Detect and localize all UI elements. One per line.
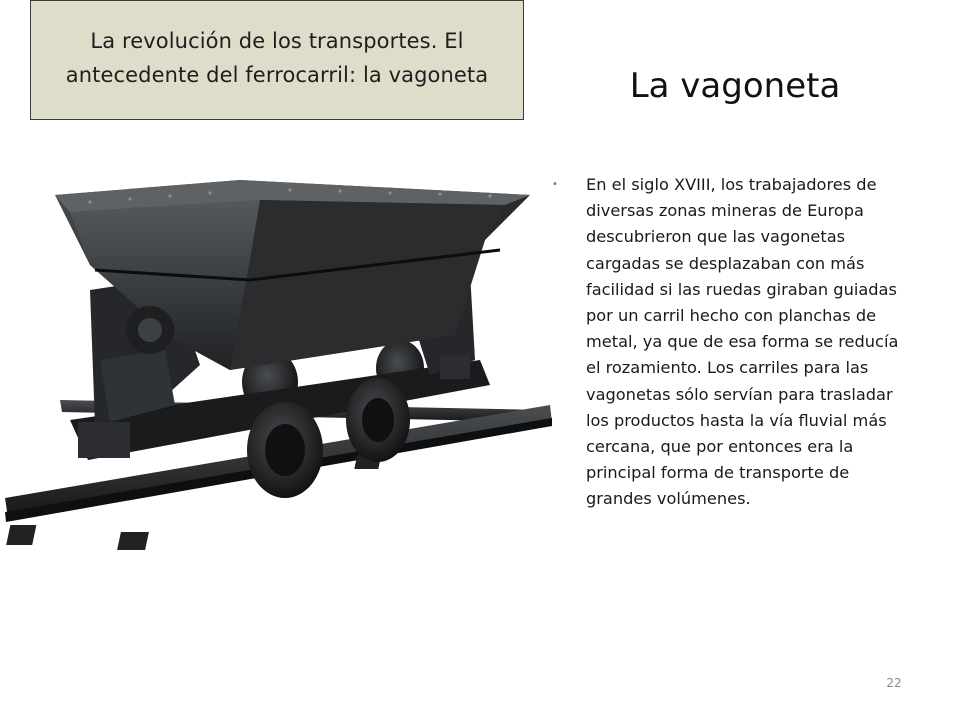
bullet-text: En el siglo XVIII, los trabajadores de diversas zonas mineras de Europa descubrieron que las vagonetas cargadas se desplazaban con más facilidad si las ruedas giraban guiadas por un carril hecho con planchas de metal, ya que de esa forma se reducía el rozamiento. Los carriles para las vagonetas sólo servían para trasladar los productos hasta la vía fluvial más cercana, que por entonces era la principal forma de transporte de grandes volúmenes. xyxy=(586,175,899,509)
pivot-hub xyxy=(126,306,174,354)
mine-cart-illustration xyxy=(0,160,560,590)
slide-heading: La vagoneta xyxy=(629,66,841,106)
mine-cart-image xyxy=(0,160,560,590)
page-number: 22 xyxy=(886,676,902,690)
title-box-text: La revolución de los transportes. El antecedente del ferrocarril: la vagoneta xyxy=(65,29,489,87)
bullet-marker: • xyxy=(552,179,558,190)
bullet-list xyxy=(550,172,900,513)
title-box xyxy=(30,0,524,120)
list-item xyxy=(550,172,900,513)
